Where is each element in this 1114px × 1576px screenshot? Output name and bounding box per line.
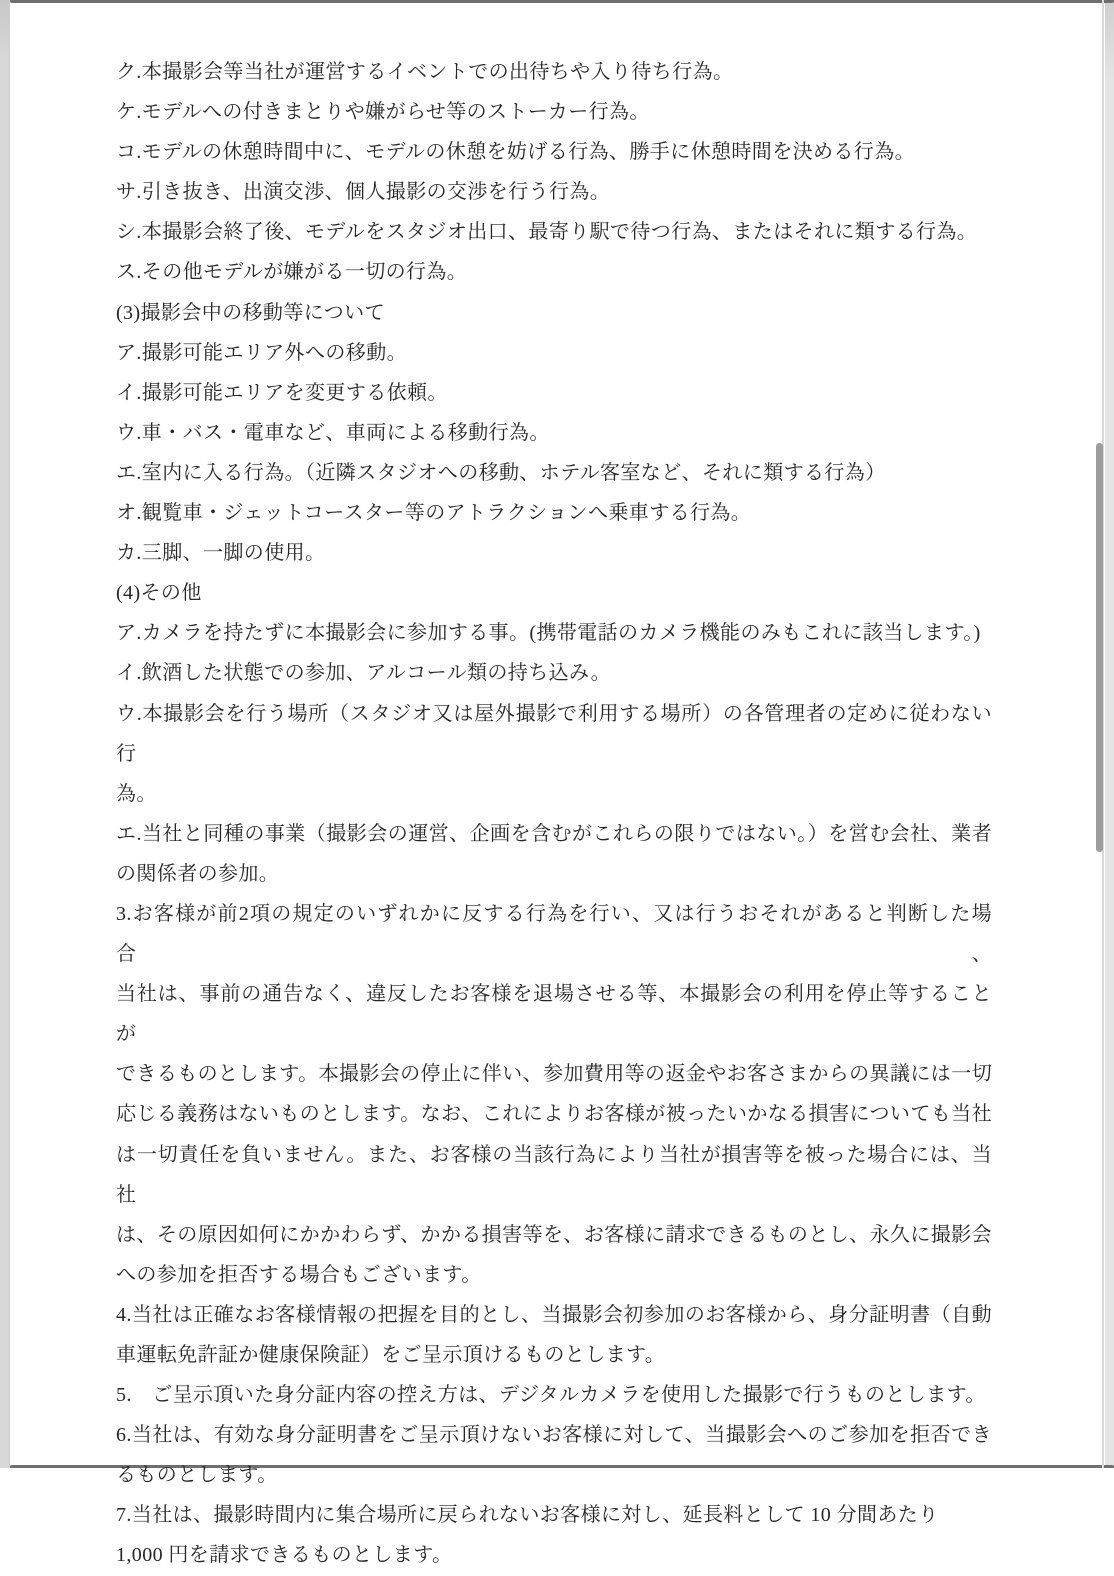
document-line: ス.その他モデルが嫌がる一切の行為。 [116,261,468,284]
document-line: ウ.車・バス・電車など、車両による移動行為。 [116,421,550,444]
document-line: ケ.モデルへの付きまとりや嫌がらせ等のストーカー行為。 [116,101,650,124]
document-line: シ.本撮影会終了後、モデルをスタジオ出口、最寄り駅で待つ行為、またはそれに類する行為。 [116,221,978,244]
top-border-bar [10,0,1114,3]
document-line: 為。 [116,782,157,805]
document-line: コ.モデルの休憩時間中に、モデルの休憩を妨げる行為、勝手に休憩時間を決める行為。 [116,141,915,164]
document-line: 1,000 円を請求できるものとします。 [116,1544,453,1567]
document-line: は一切責任を負いません。また、お客様の当該行為により当社が損害等を被った場合には、当社 [116,1143,992,1206]
document-line: エ.当社と同種の事業（撮影会の運営、企画を含むがこれらの限りではない。）を営む会社、業者 [116,822,992,845]
document-line: るものとします。 [116,1464,278,1487]
document-line: 5. ご呈示頂いた身分証内容の控え方は、デジタルカメラを使用した撮影で行うものとします。 [116,1384,986,1407]
document-line: イ.飲酒した状態での参加、アルコール類の持ち込み。 [116,662,611,685]
document-line: 応じる義務はないものとします。なお、これによりお客様が被ったいかなる損害についても当社 [116,1103,992,1126]
document-line: ア.撮影可能エリア外への移動。 [116,341,407,364]
scrollbar-thumb[interactable] [1096,443,1103,852]
terms-text-block [116,52,992,1576]
document-line: できるものとします。本撮影会の停止に伴い、参加費用等の返金やお客さまからの異議には一切 [116,1063,992,1086]
document-line: (3)撮影会中の移動等について [116,301,385,324]
document-line: サ.引き抜き、出演交渉、個人撮影の交渉を行う行為。 [116,181,611,204]
document-line: 4.当社は正確なお客様情報の把握を目的とし、当撮影会初参加のお客様から、身分証明書（自動 [116,1303,992,1326]
document-line: 当社は、事前の通告なく、違反したお客様を退場させる等、本撮影会の利用を停止等することが [116,983,992,1046]
document-line: (4)その他 [116,582,202,605]
document-line: の関係者の参加。 [116,862,280,885]
document-line: 7.当社は、撮影時間内に集合場所に戻られないお客様に対し、延長料として 10 分間あたり [116,1504,939,1527]
document-line: カ.三脚、一脚の使用。 [116,542,326,565]
document-line: ウ.本撮影会を行う場所（スタジオ又は屋外撮影で利用する場所）の各管理者の定めに従わない行 [116,702,992,765]
document-line: 車運転免許証か健康保険証）をご呈示頂けるものとします。 [116,1344,666,1366]
left-edge-strip [0,0,10,1468]
document-line: オ.観覧車・ジェットコースター等のアトラクションへ乗車する行為。 [116,502,752,525]
right-edge-strip [1105,0,1114,1468]
document-line: は、その原因如何にかかわらず、かかる損害等を、お客様に請求できるものとし、永久に撮影会 [116,1223,992,1246]
document-line: ア.カメラを持たずに本撮影会に参加する事。(携帯電話のカメラ機能のみもこれに該当します。) [116,622,981,645]
document-line: 6.当社は、有効な身分証明書をご呈示頂けないお客様に対して、当撮影会へのご参加を拒否でき [116,1424,992,1447]
document-line: イ.撮影可能エリアを変更する依頼。 [116,381,448,404]
document-line: 3.お客様が前2項の規定のいずれかに反する行為を行い、又は行うおそれがあると判断した場合、 [116,902,992,966]
document-line: への参加を拒否する場合もございます。 [116,1263,482,1286]
document-line: ク.本撮影会等当社が運営するイベントでの出待ちや入り待ち行為。 [116,61,734,83]
document-line: エ.室内に入る行為。（近隣スタジオへの移動、ホテル客室など、それに類する行為） [116,461,886,484]
